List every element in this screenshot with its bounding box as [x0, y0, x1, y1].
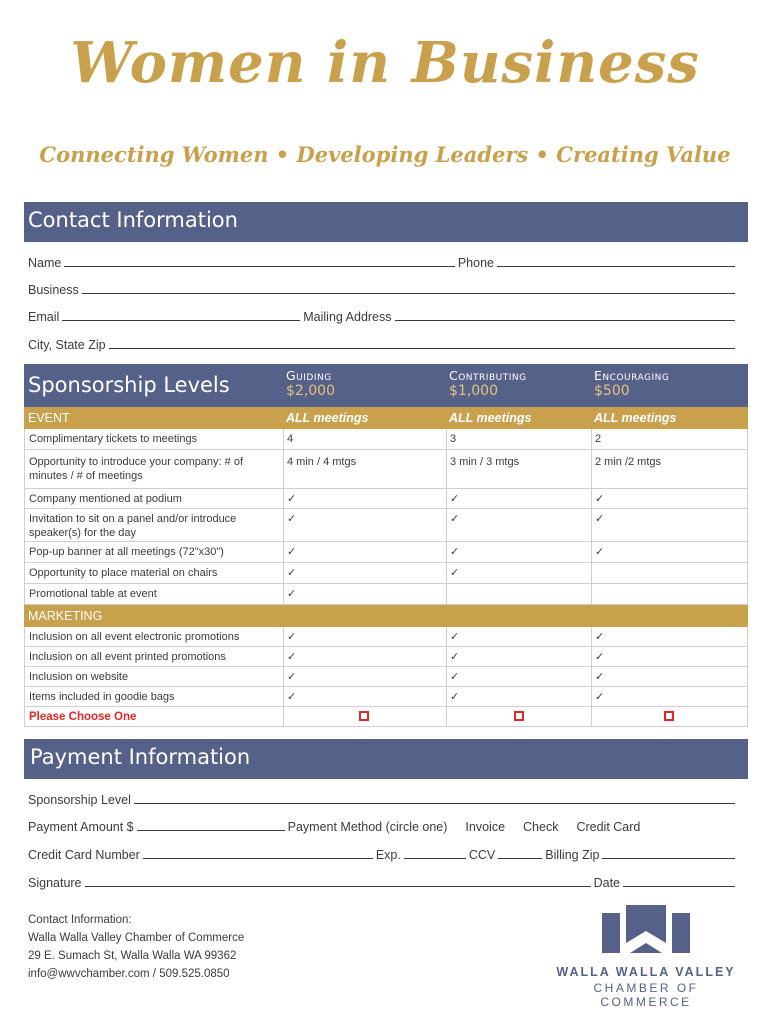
- table-row: [24, 667, 748, 687]
- email-field[interactable]: [62, 311, 300, 321]
- check-mark: ✓: [287, 546, 297, 558]
- check-mark: ✓: [595, 513, 605, 525]
- email-label: Email: [28, 310, 60, 324]
- contact-heading: Contact Information: [24, 202, 748, 242]
- name-phone-line: [28, 256, 738, 270]
- exp-field[interactable]: [404, 849, 466, 859]
- check-mark: ✓: [450, 567, 460, 579]
- check-mark: ✓: [595, 651, 605, 663]
- table-row: [24, 429, 748, 450]
- row-value: 2 min /2 mtgs: [595, 456, 662, 468]
- footer-email-phone[interactable]: info@wwvchamber.com / 509.525.0850: [28, 968, 230, 980]
- event-meetings: ALL meetings: [449, 411, 532, 425]
- row-value: 3: [450, 433, 457, 445]
- email-mailing-line: [28, 310, 738, 324]
- footer-line: Walla Walla Valley Chamber of Commerce: [28, 932, 245, 944]
- card-number-field[interactable]: [143, 849, 373, 859]
- level-name: Contributing: [449, 368, 527, 383]
- city-label: City, State Zip: [28, 338, 106, 352]
- sponsorship-table: [24, 364, 748, 727]
- row-label: Items included in goodie bags: [29, 691, 175, 703]
- business-line: [28, 283, 738, 297]
- check-mark: ✓: [595, 691, 605, 703]
- method-invoice[interactable]: Invoice: [465, 820, 506, 834]
- check-mark: ✓: [450, 631, 460, 643]
- check-mark: ✓: [450, 546, 460, 558]
- business-label: Business: [28, 283, 79, 297]
- row-label: Complimentary tickets to meetings: [29, 433, 198, 445]
- table-row: [24, 584, 748, 605]
- check-mark: ✓: [287, 631, 297, 643]
- date-field[interactable]: [623, 877, 735, 887]
- check-mark: ✓: [595, 671, 605, 683]
- contributing-checkbox[interactable]: [514, 711, 524, 721]
- event-section-row: [24, 407, 748, 429]
- date-label: Date: [593, 876, 620, 890]
- check-mark: ✓: [287, 567, 297, 579]
- row-label: Opportunity to introduce your company: # of minutes / # of meetings: [29, 456, 244, 482]
- check-mark: ✓: [595, 493, 605, 505]
- row-label: Opportunity to place material on chairs: [29, 567, 218, 579]
- choose-row: [24, 707, 748, 727]
- sponsorship-level-label: Sponsorship Level: [28, 793, 131, 807]
- row-value: 3 min / 3 mtgs: [450, 456, 520, 468]
- check-mark: ✓: [450, 493, 460, 505]
- level-price: $1,000: [449, 383, 498, 399]
- phone-label: Phone: [457, 256, 494, 270]
- marketing-section-row: [24, 605, 748, 627]
- level-encouraging: [594, 368, 669, 399]
- table-row: [24, 450, 748, 489]
- check-mark: ✓: [287, 671, 297, 683]
- level-contributing: [449, 368, 527, 399]
- mailing-label: Mailing Address: [303, 310, 392, 324]
- check-mark: ✓: [287, 588, 297, 600]
- level-price: $500: [594, 383, 630, 399]
- encouraging-checkbox[interactable]: [664, 711, 674, 721]
- row-label: Promotional table at event: [29, 588, 157, 600]
- event-label: EVENT: [28, 411, 70, 425]
- method-check[interactable]: Check: [523, 820, 559, 834]
- row-label: Company mentioned at podium: [29, 493, 182, 505]
- chamber-logo-icon: [550, 903, 742, 963]
- name-field[interactable]: [64, 257, 455, 267]
- check-mark: ✓: [287, 691, 297, 703]
- event-meetings: ALL meetings: [594, 411, 677, 425]
- tagline: Connecting Women • Developing Leaders • Creating Value: [39, 142, 731, 167]
- check-mark: ✓: [595, 631, 605, 643]
- table-row: [24, 647, 748, 667]
- check-mark: ✓: [450, 513, 460, 525]
- marketing-label: MARKETING: [28, 609, 103, 623]
- signature-field[interactable]: [85, 877, 591, 887]
- mailing-field[interactable]: [395, 311, 735, 321]
- sponsorship-level-line: [28, 793, 738, 807]
- table-row: [24, 687, 748, 707]
- level-price: $2,000: [286, 383, 335, 399]
- check-mark: ✓: [595, 546, 605, 558]
- level-guiding: [286, 368, 335, 399]
- sponsorship-header: [24, 364, 748, 407]
- table-row: [24, 509, 748, 542]
- payment-amount-line: [28, 820, 738, 834]
- event-meetings: ALL meetings: [286, 411, 369, 425]
- sponsorship-heading: Sponsorship Levels: [28, 373, 230, 397]
- ccv-field[interactable]: [498, 849, 542, 859]
- billing-zip-label: Billing Zip: [545, 848, 600, 862]
- table-row: [24, 489, 748, 509]
- city-line: [28, 338, 738, 352]
- signature-label: Signature: [28, 876, 82, 890]
- footer-contact: [28, 911, 244, 983]
- footer-line: 29 E. Sumach St, Walla Walla WA 99362: [28, 950, 237, 962]
- row-label: Inclusion on all event electronic promotions: [29, 631, 240, 643]
- check-mark: ✓: [450, 671, 460, 683]
- credit-card-line: [28, 848, 738, 862]
- page-title: Women in Business: [70, 30, 700, 96]
- city-field[interactable]: [109, 339, 735, 349]
- check-mark: ✓: [287, 493, 297, 505]
- ccv-label: CCV: [468, 848, 496, 862]
- row-label: Pop-up banner at all meetings (72"x30"): [29, 546, 224, 558]
- row-value: 4: [287, 433, 294, 445]
- level-name: Encouraging: [594, 368, 670, 383]
- exp-label: Exp.: [375, 848, 401, 862]
- logo-line-1: WALLA WALLA VALLEY: [556, 965, 736, 979]
- signature-line: [28, 876, 738, 890]
- footer-line: Contact Information:: [28, 914, 132, 926]
- payment-method-label: Payment Method (circle one): [287, 820, 448, 834]
- table-row: [24, 542, 748, 563]
- phone-field[interactable]: [497, 257, 735, 267]
- row-label: Inclusion on website: [29, 671, 129, 683]
- row-value: 4 min / 4 mtgs: [287, 456, 357, 468]
- chamber-logo: [550, 903, 742, 1009]
- card-number-label: Credit Card Number: [28, 848, 140, 862]
- check-mark: ✓: [450, 651, 460, 663]
- row-label: Invitation to sit on a panel and/or introduce speaker(s) for the day: [29, 513, 237, 539]
- billing-zip-field[interactable]: [602, 849, 735, 859]
- payment-heading: Payment Information: [24, 739, 748, 779]
- choose-label: Please Choose One: [29, 711, 137, 723]
- payment-amount-field[interactable]: [137, 821, 285, 831]
- check-mark: ✓: [450, 691, 460, 703]
- business-field[interactable]: [82, 284, 735, 294]
- sponsorship-level-field[interactable]: [134, 794, 735, 804]
- level-name: Guiding: [286, 368, 332, 383]
- table-row: [24, 627, 748, 647]
- logo-line-2: CHAMBER OF COMMERCE: [593, 981, 699, 1009]
- check-mark: ✓: [287, 651, 297, 663]
- method-credit-card[interactable]: Credit Card: [576, 820, 641, 834]
- payment-amount-label: Payment Amount $: [28, 820, 134, 834]
- guiding-checkbox[interactable]: [359, 711, 369, 721]
- table-row: [24, 563, 748, 584]
- row-label: Inclusion on all event printed promotions: [29, 651, 226, 663]
- name-label: Name: [28, 256, 62, 270]
- row-value: 2: [595, 433, 602, 445]
- check-mark: ✓: [287, 513, 297, 525]
